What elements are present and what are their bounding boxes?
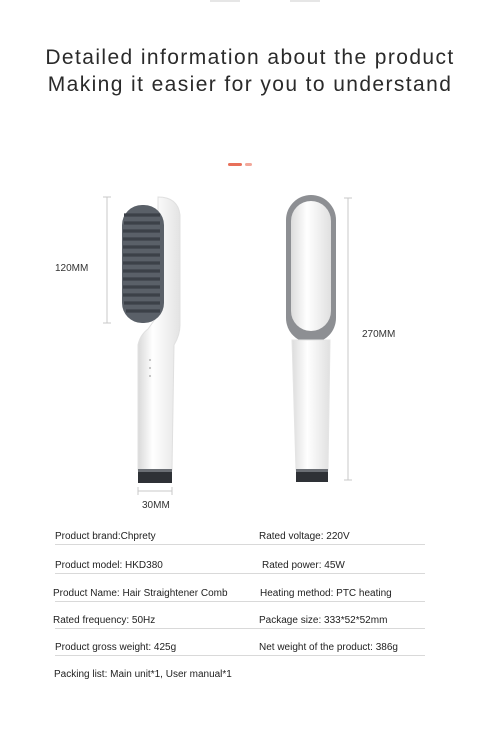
spec-power: Rated power: 45W <box>262 560 345 571</box>
spec-frequency: Rated frequency: 50Hz <box>53 615 156 626</box>
divider <box>55 601 425 602</box>
spec-packing-list: Packing list: Main unit*1, User manual*1 <box>54 669 232 680</box>
spec-voltage: Rated voltage: 220V <box>259 531 350 542</box>
spec-brand: Product brand:Chprety <box>55 531 156 542</box>
divider <box>55 655 425 656</box>
accent-divider <box>228 153 252 156</box>
product-side-view-image <box>60 185 220 515</box>
spec-model: Product model: HKD380 <box>55 560 163 571</box>
spec-name: Product Name: Hair Straightener Comb <box>53 588 228 599</box>
top-decoration <box>0 0 500 4</box>
total-height-label: 270MM <box>362 329 396 340</box>
spec-gross-weight: Product gross weight: 425g <box>55 642 177 653</box>
page-title-line2: Making it easier for you to understand <box>47 73 453 96</box>
divider <box>55 628 425 629</box>
divider <box>55 573 425 574</box>
product-back-view-image <box>270 190 390 490</box>
width-label: 30MM <box>142 500 170 511</box>
spec-net-weight: Net weight of the product: 386g <box>259 642 398 653</box>
page-title-line1: Detailed information about the product <box>45 46 455 69</box>
spec-heating: Heating method: PTC heating <box>260 588 392 599</box>
divider <box>55 544 425 545</box>
spec-package: Package size: 333*52*52mm <box>259 615 388 626</box>
comb-height-label: 120MM <box>55 263 89 274</box>
